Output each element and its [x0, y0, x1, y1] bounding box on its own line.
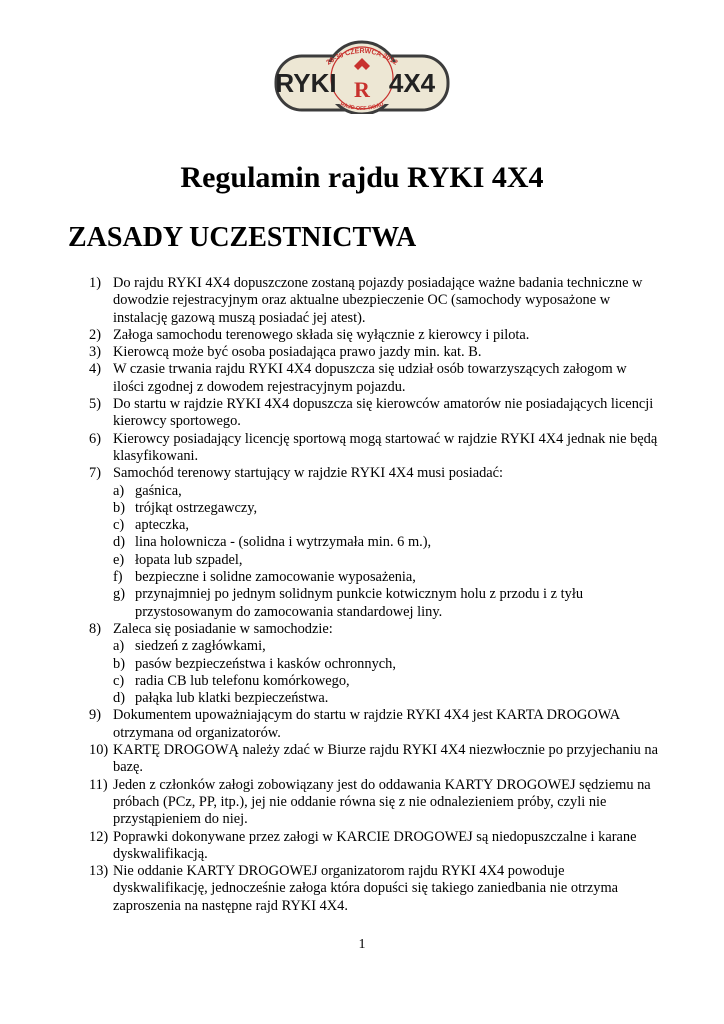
rule-item: [0, 431, 661, 466]
rule-text: Zaleca się posiadanie w samochodzie:: [113, 620, 333, 637]
rule-item: [0, 275, 661, 327]
logo-date: 29-30 CZERWCA 2012: [325, 47, 399, 67]
rule-number: 12): [89, 828, 109, 845]
rule-number: 11): [89, 776, 108, 793]
rule-subitem: [0, 517, 661, 534]
rule-item: [0, 327, 661, 344]
subitem-letter: b): [113, 499, 125, 516]
rule-subitem: [0, 638, 661, 655]
rules-list: [0, 275, 724, 915]
rule-item: [0, 777, 661, 829]
rule-text: Jeden z członków załogi zobowiązany jest do oddawania KARTY DROGOWEJ sędziemu na próbach (PCz, PP, itp.), jej nie oddanie równa się z nie odnalezieniem próby, czyli nie przystąpieniem do niej.: [113, 776, 651, 828]
subitem-text: lina holownicza - (solidna i wytrzymała min. 6 m.),: [135, 534, 432, 551]
rule-number: 6): [89, 430, 101, 447]
subitem-text: bezpieczne i solidne zamocowanie wyposażenia,: [135, 569, 416, 586]
logo-subtitle: RAJD OFF-ROAD: [339, 101, 385, 113]
rule-subitem: [0, 690, 661, 707]
rally-logo: [274, 40, 450, 114]
rule-text: Kierowcy posiadający licencję sportową mogą startować w rajdzie RYKI 4X4 jednak nie będą klasyfikowani.: [113, 430, 658, 464]
subitem-text: siedzeń z zagłówkami,: [135, 638, 266, 655]
subitem-letter: c): [113, 672, 125, 689]
subitem-letter: d): [113, 690, 125, 707]
rule-text: KARTĘ DROGOWĄ należy zdać w Biurze rajdu RYKI 4X4 niezwłocznie po przyjechaniu na bazę.: [113, 742, 659, 776]
rule-number: 9): [89, 707, 101, 724]
rule-number: 2): [89, 326, 101, 343]
rule-item: [0, 396, 661, 431]
subitem-text: łopata lub szpadel,: [135, 551, 243, 568]
subitem-letter: c): [113, 517, 125, 534]
rule-text: W czasie trwania rajdu RYKI 4X4 dopuszcza się udział osób towarzyszących załogom w ilości zgodnej z dowodem rejestracyjnym pojazdu.: [113, 361, 627, 395]
rule-subitem: [0, 552, 661, 569]
rule-number: 5): [89, 396, 101, 413]
rule-text: Do startu w rajdzie RYKI 4X4 dopuszcza się kierowców amatorów nie posiadających licencji kierowcy sportowego.: [113, 396, 654, 430]
subitem-letter: d): [113, 534, 125, 551]
subitem-letter: a): [113, 638, 125, 655]
subitem-text: pałąka lub klatki bezpieczeństwa.: [135, 690, 329, 707]
subitem-letter: e): [113, 551, 125, 568]
rule-number: 1): [89, 275, 101, 291]
rule-number: 4): [89, 361, 101, 378]
subitem-text: radia CB lub telefonu komórkowego,: [135, 672, 350, 689]
rule-number: 10): [89, 742, 109, 759]
logo-4x4: 4X4: [388, 68, 436, 98]
rule-subitem: [0, 534, 661, 551]
rule-item: [0, 707, 661, 742]
subitem-letter: b): [113, 655, 125, 672]
rule-item: [0, 621, 661, 638]
rule-subitem: [0, 483, 661, 500]
subitem-text: pasów bezpieczeństwa i kasków ochronnych,: [135, 655, 396, 672]
document-title: Regulamin rajdu RYKI 4X4: [180, 161, 544, 194]
subitem-text: trójkąt ostrzegawczy,: [135, 499, 258, 516]
section-heading: ZASADY UCZESTNICTWA: [68, 222, 417, 253]
page-number: 1: [358, 937, 366, 952]
rule-item: [0, 829, 661, 864]
rule-subitem: [0, 673, 661, 690]
rule-number: 7): [89, 465, 101, 482]
rule-subitem: [0, 500, 661, 517]
rule-item: [0, 863, 661, 915]
rule-text: Poprawki dokonywane przez załogi w KARCIE DROGOWEJ są niedopuszczalne i karane dyskwalifikacją.: [113, 828, 637, 862]
subitem-letter: g): [113, 586, 125, 603]
rule-number: 3): [89, 344, 101, 361]
rule-number: 8): [89, 620, 101, 637]
rule-text: Kierowcą może być osoba posiadająca prawo jazdy min. kat. B.: [113, 344, 482, 361]
rule-subitem: [0, 586, 661, 621]
subitem-text: gaśnica,: [135, 482, 182, 499]
subitem-letter: a): [113, 482, 125, 499]
rule-text: Dokumentem upoważniającym do startu w rajdzie RYKI 4X4 jest KARTA DROGOWA otrzymana od organizatorów.: [113, 707, 620, 741]
rule-text: Załoga samochodu terenowego składa się wyłącznie z kierowcy i pilota.: [113, 326, 530, 343]
rule-text: Samochód terenowy startujący w rajdzie RYKI 4X4 musi posiadać:: [113, 465, 504, 482]
rule-item: [0, 465, 661, 482]
rule-text: Do rajdu RYKI 4X4 dopuszczone zostaną pojazdy posiadające ważne badania techniczne w dowodzie rejestracyjnym oraz aktualne ubezpieczenie OC (samochody wyposażone w instalację gazową muszą posiadać jej atest).: [113, 275, 643, 326]
rule-subitem: [0, 569, 661, 586]
subitem-letter: f): [113, 569, 123, 586]
rule-item: [0, 742, 661, 777]
logo-ryki: RYKI: [275, 68, 337, 98]
subitem-text: przynajmniej po jednym solidnym punkcie kotwicznym holu z przodu i z tyłu przystosowanym do zamocowania standardowej liny.: [135, 586, 584, 620]
rule-number: 13): [89, 863, 109, 880]
logo-r: R: [354, 77, 370, 102]
rule-item: [0, 344, 661, 361]
rule-text: Nie oddanie KARTY DROGOWEJ organizatorom rajdu RYKI 4X4 powoduje dyskwalifikację, jednocześnie załoga która dopuści się takiego zaniedbania nie otrzyma zaproszenia na następne rajd RYKI 4X4.: [113, 863, 619, 914]
subitem-text: apteczka,: [135, 517, 189, 534]
rule-item: [0, 361, 661, 396]
rule-subitem: [0, 656, 661, 673]
